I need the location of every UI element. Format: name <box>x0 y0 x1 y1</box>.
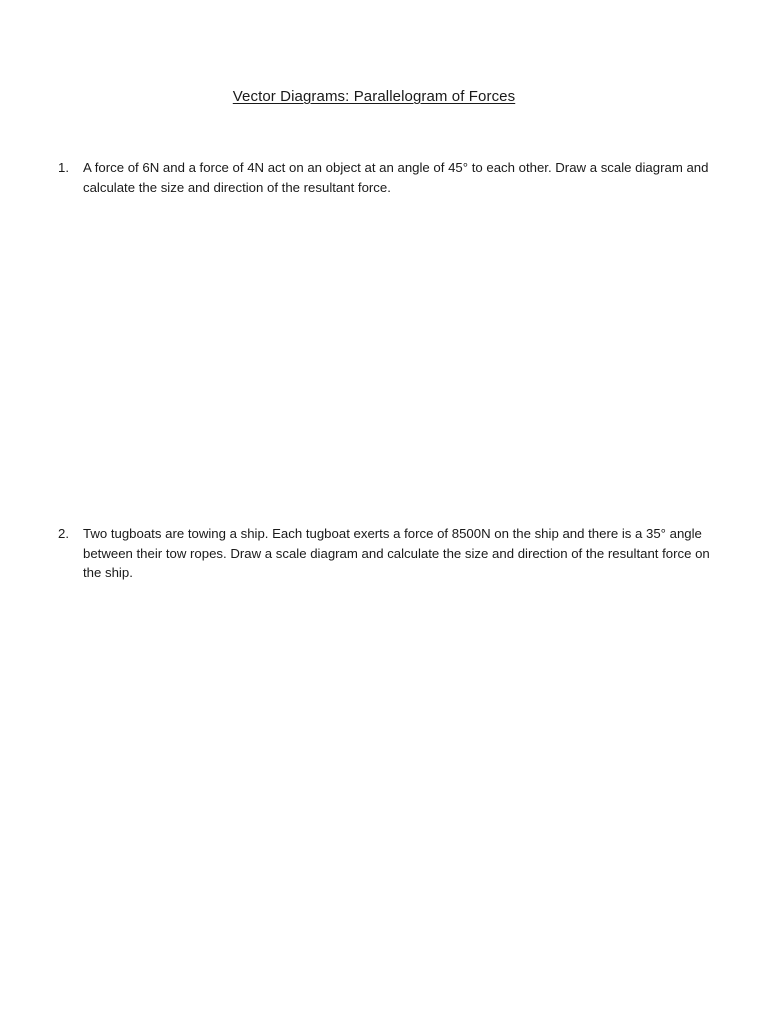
page-title: Vector Diagrams: Parallelogram of Forces <box>232 88 516 105</box>
question-2 <box>58 524 718 583</box>
question-2-number: 2. <box>58 526 69 541</box>
question-1-text: A force of 6N and a force of 4N act on an object at an angle of 45° to each other. Draw a scale diagram and calculate the size and direction of the resultant force. <box>83 160 709 195</box>
question-1-number: 1. <box>58 160 69 175</box>
question-1 <box>58 158 718 197</box>
question-2-text: Two tugboats are towing a ship. Each tugboat exerts a force of 8500N on the ship and there is a 35° angle between their tow ropes. Draw a scale diagram and calculate the size and direction of the resultant force on the ship. <box>83 526 710 580</box>
